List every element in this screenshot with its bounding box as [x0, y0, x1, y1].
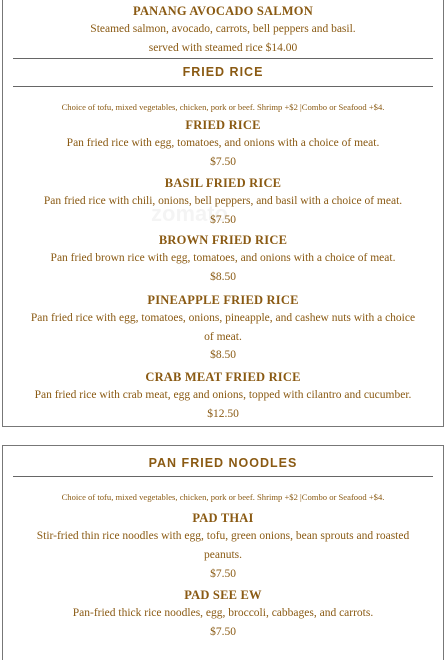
- panang-avocado-salmon-price: served with steamed rice $14.00: [148, 42, 298, 54]
- menu-item-title: FRIED RICE: [185, 118, 261, 132]
- menu-item-title: CRAB MEAT FRIED RICE: [145, 370, 301, 384]
- menu-item-desc: Pan fried brown rice with egg, tomatoes, and onions with a choice of meat.: [50, 252, 396, 264]
- menu-item-desc-cont: peanuts.: [203, 549, 242, 561]
- divider: [13, 476, 433, 477]
- menu-item-title: PINEAPPLE FRIED RICE: [147, 293, 299, 307]
- menu-item-title: PAD THAI: [192, 511, 254, 525]
- fried-rice-panel: [2, 0, 444, 427]
- menu-item-desc: Pan fried rice with crab meat, egg and onions, topped with cilantro and cucumber.: [34, 389, 412, 401]
- menu-item-price: $8.50: [210, 349, 236, 361]
- menu-item-title: BASIL FRIED RICE: [164, 176, 282, 190]
- menu-item-title: BROWN FRIED RICE: [158, 233, 288, 247]
- menu-item-price: $12.50: [207, 408, 239, 420]
- menu-item-price: $8.50: [210, 271, 236, 283]
- noodles-choice-note: Choice of tofu, mixed vegetables, chicken, pork or beef. Shrimp +$2 |Combo or Seafood +$4.: [61, 492, 385, 502]
- menu-item-price: $7.50: [210, 626, 236, 638]
- pan-fried-noodles-panel: [2, 445, 444, 660]
- divider: [13, 86, 433, 87]
- section-heading-pan-fried-noodles: PAN FRIED NOODLES: [148, 456, 298, 470]
- menu-item-price: $7.50: [210, 156, 236, 168]
- menu-item-desc: Pan fried rice with egg, tomatoes, onions, pineapple, and cashew nuts with a choice: [30, 312, 416, 324]
- menu-item-desc-cont: of meat.: [204, 331, 242, 343]
- menu-item-price: $7.50: [210, 214, 236, 226]
- panang-avocado-salmon-title: PANANG AVOCADO SALMON: [133, 4, 313, 18]
- fried-rice-choice-note: Choice of tofu, mixed vegetables, chicken, pork or beef. Shrimp +$2 |Combo or Seafood +$4.: [61, 102, 385, 112]
- watermark-logo: [151, 201, 228, 227]
- menu-item-price: $7.50: [210, 568, 236, 580]
- menu-item-desc: Stir-fried thin rice noodles with egg, tofu, green onions, bean sprouts and roasted: [36, 530, 410, 542]
- menu-item-desc: Pan fried rice with chili, onions, bell peppers, and basil with a choice of meat.: [43, 195, 403, 207]
- menu-item-title: PAD SEE EW: [184, 588, 262, 602]
- panang-avocado-salmon-desc: Steamed salmon, avocado, carrots, bell peppers and basil.: [90, 23, 356, 35]
- menu-item-desc: Pan-fried thick rice noodles, egg, broccoli, cabbages, and carrots.: [72, 607, 374, 619]
- menu-item-desc: Pan fried rice with egg, tomatoes, and onions with a choice of meat.: [66, 137, 380, 149]
- divider: [13, 58, 433, 59]
- section-heading-fried-rice: FRIED RICE: [182, 65, 264, 79]
